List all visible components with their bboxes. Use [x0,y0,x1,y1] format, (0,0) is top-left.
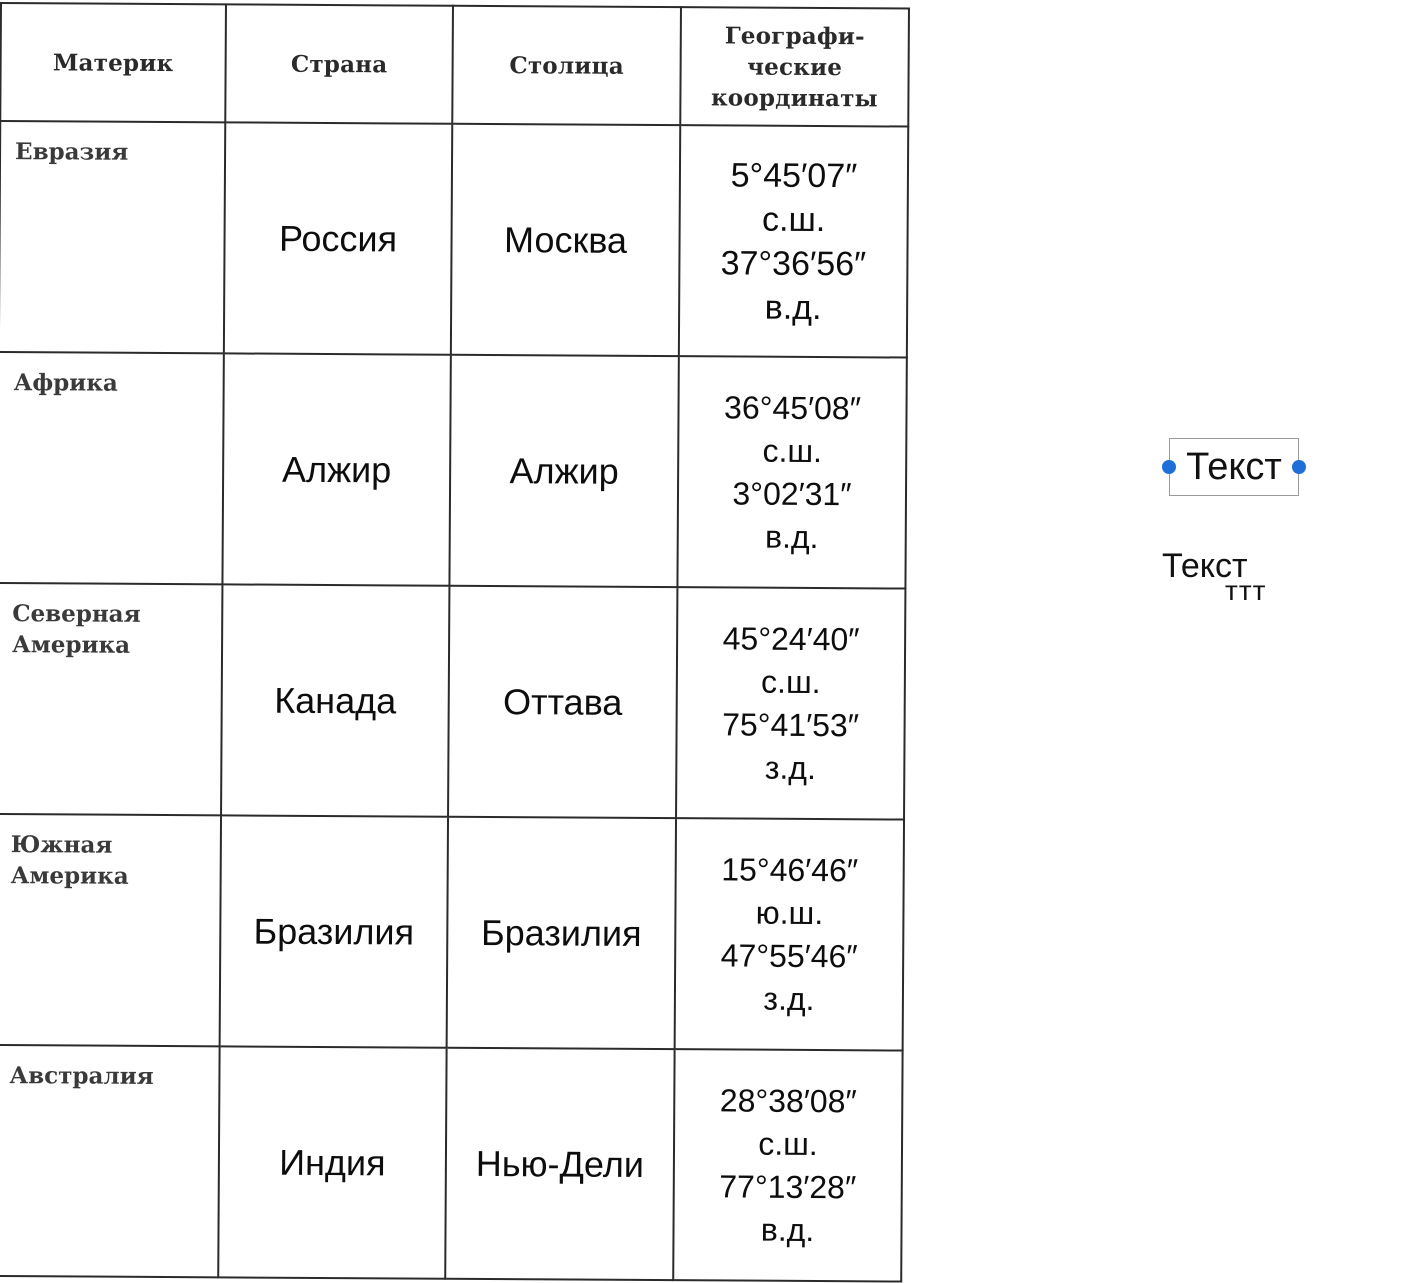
longitude-hemisphere: в.д. [760,1211,815,1248]
selected-text-box-label: Текст [1186,446,1282,488]
coordinates-cell[interactable] [673,1049,902,1281]
longitude-value: 77°13′28″ [719,1167,857,1205]
capital-cell[interactable]: Оттава [448,586,677,818]
table-row [0,121,908,358]
table-row [0,814,904,1051]
coordinates-cell[interactable] [676,587,905,819]
selected-text-box[interactable] [1169,438,1299,496]
coordinates-cell[interactable] [675,818,904,1050]
continent-cell: Австралия [0,1045,220,1277]
resize-handle-left[interactable] [1162,460,1176,474]
continent-cell: Африка [0,352,224,584]
text-box-subscript[interactable]: ттт [1225,575,1267,606]
longitude-hemisphere: в.д. [764,288,822,327]
capital-cell[interactable]: Москва [451,124,680,356]
longitude-value: 37°36′56″ [720,243,867,283]
country-cell[interactable]: Бразилия [220,815,448,1047]
longitude-value: 3°02′31″ [732,474,852,512]
country-cell[interactable]: Индия [218,1046,446,1278]
latitude-hemisphere: ю.ш. [755,894,824,931]
table-header-row [0,3,909,127]
text-box[interactable]: Текст [1162,547,1248,585]
table-row [0,352,907,589]
header-country: Страна [225,4,453,123]
latitude-hemisphere: с.ш. [761,663,821,700]
country-cell[interactable]: Алжир [222,353,450,585]
country-cell[interactable]: Россия [224,122,452,354]
longitude-hemisphere: з.д. [764,749,817,786]
coordinates-cell[interactable] [679,125,908,357]
capital-cell[interactable]: Алжир [449,355,678,587]
geography-table [0,2,910,1283]
table-row [0,1045,903,1282]
latitude-hemisphere: с.ш. [762,432,823,469]
longitude-value: 75°41′53″ [722,705,860,743]
continent-cell: Евразия [0,121,225,353]
longitude-hemisphere: з.д. [763,980,815,1017]
resize-handle-right[interactable] [1292,460,1306,474]
table-row [0,583,905,820]
latitude-hemisphere: с.ш. [758,1125,818,1162]
capital-cell[interactable]: Бразилия [447,817,676,1049]
header-capital: Столица [452,6,681,125]
latitude-value: 15°46′46″ [721,850,859,888]
country-cell[interactable]: Канада [221,584,449,816]
header-coordinates: Географи- ческие координаты [680,7,909,126]
continent-cell: Южная Америка [0,814,221,1046]
continent-cell: Северная Америка [0,583,222,815]
latitude-value: 28°38′08″ [719,1081,857,1119]
latitude-value: 36°45′08″ [723,388,862,426]
coordinates-cell[interactable] [677,356,906,588]
capital-cell[interactable]: Нью-Дели [445,1048,674,1280]
latitude-hemisphere: с.ш. [761,200,826,239]
header-continent: Материк [0,3,226,122]
longitude-hemisphere: в.д. [764,518,819,555]
longitude-value: 47°55′46″ [720,936,858,974]
latitude-value: 45°24′40″ [722,619,860,657]
latitude-value: 5°45′07″ [730,155,858,195]
